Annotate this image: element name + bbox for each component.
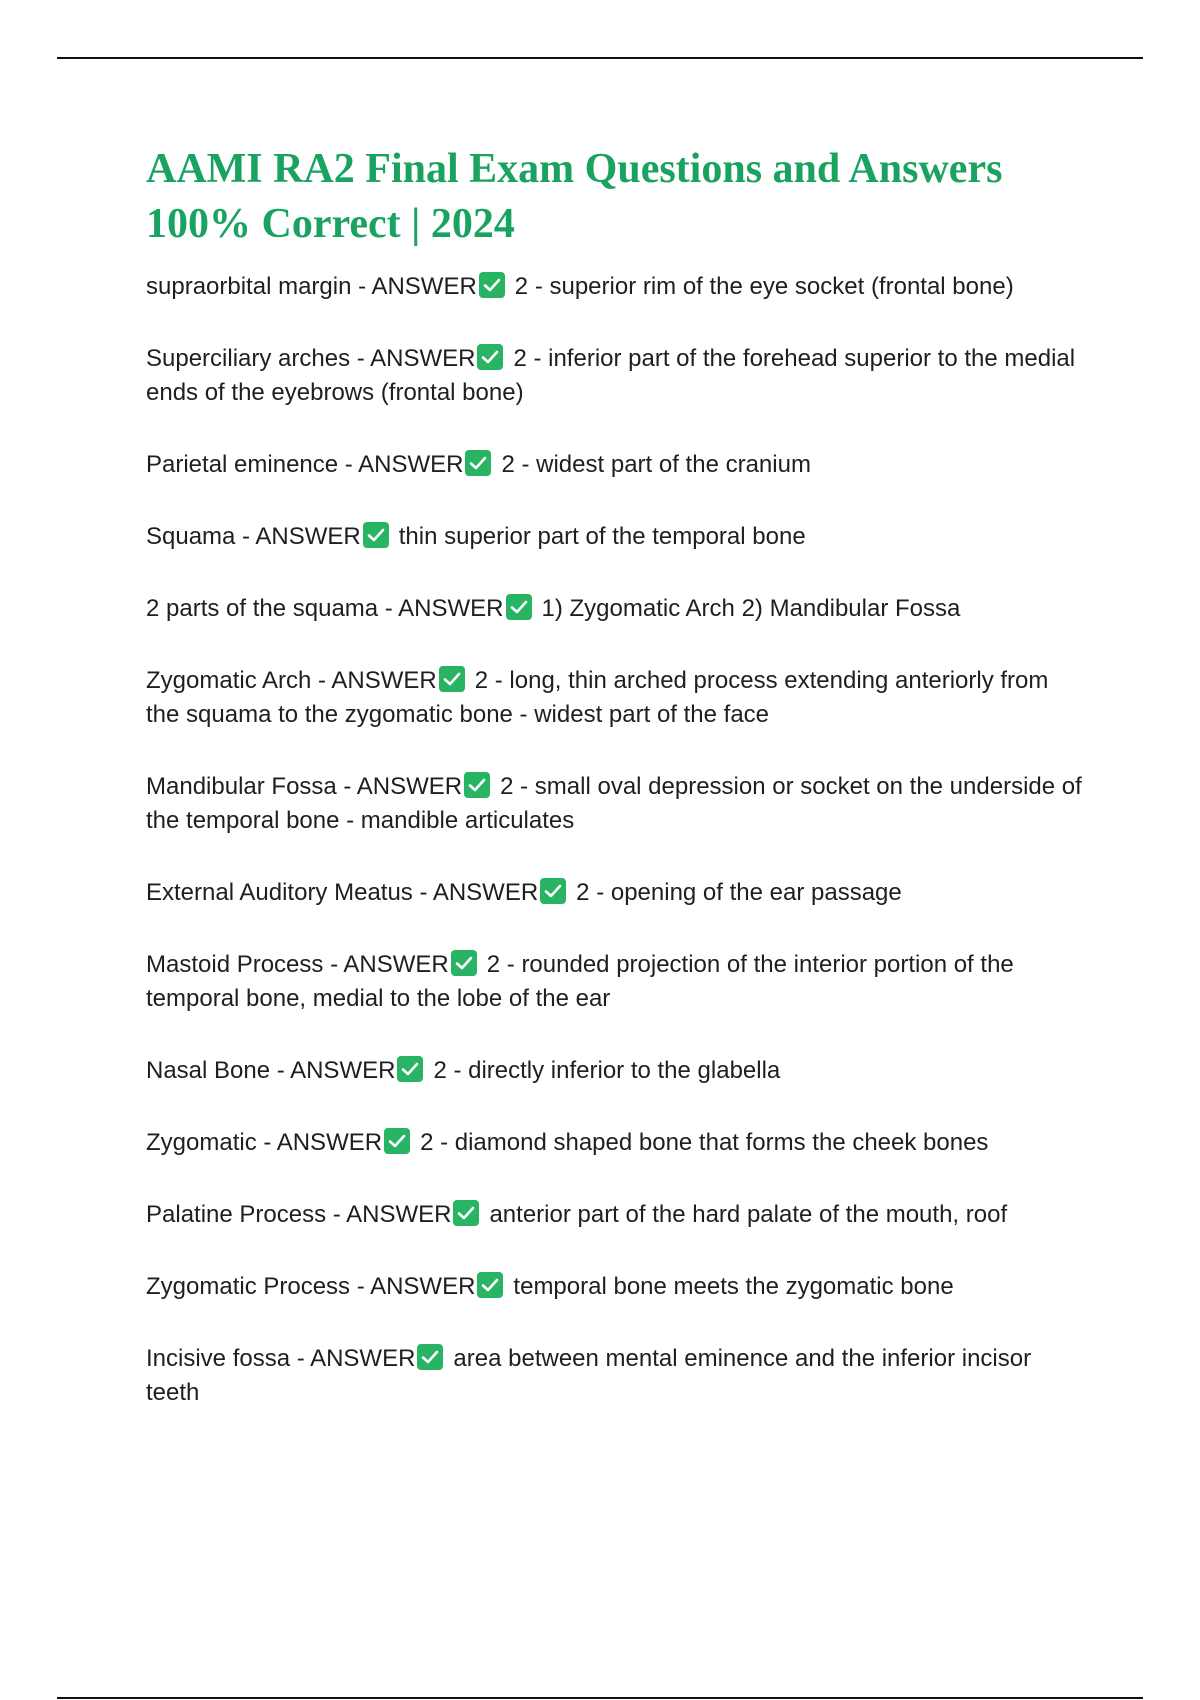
qa-separator: - <box>350 345 371 372</box>
qa-item <box>146 948 1086 1016</box>
qa-term: Palatine Process <box>146 1201 327 1228</box>
top-divider <box>57 57 1143 59</box>
qa-answer: 2 - opening of the ear passage <box>576 879 902 906</box>
qa-answer-marker: ANSWER <box>370 345 476 372</box>
qa-answer: 2 - directly inferior to the glabella <box>433 1057 781 1084</box>
qa-item <box>146 1126 1086 1160</box>
qa-term: 2 parts of the squama <box>146 595 379 622</box>
bottom-divider <box>57 1697 1143 1699</box>
qa-item <box>146 664 1086 732</box>
qa-answer-marker: ANSWER <box>331 667 437 694</box>
qa-answer-marker: ANSWER <box>276 1129 383 1156</box>
qa-term: supraorbital margin <box>146 273 352 300</box>
qa-item <box>146 770 1086 838</box>
qa-list <box>146 270 1086 1410</box>
qa-term: Mastoid Process <box>146 951 324 978</box>
qa-answer-marker: ANSWER <box>370 1273 476 1300</box>
qa-separator: - <box>350 1273 371 1300</box>
qa-answer-marker: ANSWER <box>432 879 539 906</box>
check-mark-icon <box>397 1056 423 1082</box>
qa-term: Zygomatic Arch <box>146 667 312 694</box>
qa-answer: 2 - small oval depression or socket on the underside of the temporal bone - mandible articulates <box>146 773 1082 834</box>
qa-item <box>146 876 1086 910</box>
qa-separator: - <box>338 451 359 478</box>
qa-term: Mandibular Fossa <box>146 773 337 800</box>
qa-answer: 2 - rounded projection of the interior portion of the temporal bone, medial to the lobe of the ear <box>146 951 1014 1012</box>
qa-answer: thin superior part of the temporal bone <box>398 523 806 550</box>
qa-term: Nasal Bone <box>146 1057 271 1084</box>
qa-answer: area between mental eminence and the inferior incisor teeth <box>146 1345 1032 1406</box>
check-mark-icon <box>453 1200 479 1226</box>
qa-term: Zygomatic Process <box>146 1273 351 1300</box>
check-mark-icon <box>384 1128 410 1154</box>
qa-answer: 2 - superior rim of the eye socket (frontal bone) <box>514 273 1014 300</box>
qa-separator: - <box>351 273 372 300</box>
check-mark-icon <box>439 666 465 692</box>
qa-item <box>146 270 1086 304</box>
title-line-1: AAMI RA2 Final Exam Questions and Answers <box>146 146 1003 192</box>
qa-separator: - <box>311 667 332 694</box>
qa-term: Superciliary arches <box>146 345 351 372</box>
qa-item <box>146 1054 1086 1088</box>
check-mark-icon <box>479 272 505 298</box>
qa-term: Squama <box>146 523 236 550</box>
qa-separator: - <box>235 523 256 550</box>
qa-separator: - <box>270 1057 291 1084</box>
qa-answer-marker: ANSWER <box>343 951 449 978</box>
document-title <box>146 142 1086 252</box>
check-mark-icon <box>451 950 477 976</box>
qa-answer-marker: ANSWER <box>310 1345 416 1372</box>
qa-answer: 2 - long, thin arched process extending anteriorly from the squama to the zygomatic bone - widest part of the face <box>146 667 1049 728</box>
qa-answer-marker: ANSWER <box>290 1057 396 1084</box>
qa-item <box>146 592 1086 626</box>
qa-term: Zygomatic <box>146 1129 257 1156</box>
qa-answer-marker: ANSWER <box>356 773 463 800</box>
qa-answer-marker: ANSWER <box>398 595 504 622</box>
check-mark-icon <box>477 344 503 370</box>
qa-answer: 1) Zygomatic Arch 2) Mandibular Fossa <box>541 595 961 622</box>
qa-item <box>146 448 1086 482</box>
check-mark-icon <box>540 878 566 904</box>
check-mark-icon <box>506 594 532 620</box>
qa-term: Incisive fossa <box>146 1345 291 1372</box>
qa-separator: - <box>256 1129 277 1156</box>
qa-item <box>146 1342 1086 1410</box>
check-mark-icon <box>363 522 389 548</box>
document-body <box>146 142 1086 1448</box>
qa-term: Parietal eminence <box>146 451 339 478</box>
qa-separator: - <box>336 773 357 800</box>
qa-answer-marker: ANSWER <box>255 523 361 550</box>
qa-answer: 2 - widest part of the cranium <box>501 451 811 478</box>
qa-separator: - <box>290 1345 311 1372</box>
qa-answer: anterior part of the hard palate of the mouth, roof <box>489 1201 1008 1228</box>
title-line-2: 100% Correct | 2024 <box>146 201 515 247</box>
qa-separator: - <box>412 879 433 906</box>
qa-separator: - <box>323 951 344 978</box>
qa-item <box>146 1270 1086 1304</box>
check-mark-icon <box>464 772 490 798</box>
qa-item <box>146 1198 1086 1232</box>
qa-separator: - <box>326 1201 347 1228</box>
qa-answer: 2 - inferior part of the forehead superior to the medial ends of the eyebrows (frontal bone) <box>146 345 1076 406</box>
qa-term: External Auditory Meatus <box>146 879 413 906</box>
qa-answer: 2 - diamond shaped bone that forms the cheek bones <box>420 1129 989 1156</box>
qa-item <box>146 520 1086 554</box>
check-mark-icon <box>417 1344 443 1370</box>
qa-item <box>146 342 1086 410</box>
qa-answer-marker: ANSWER <box>358 451 464 478</box>
qa-answer-marker: ANSWER <box>371 273 477 300</box>
qa-answer-marker: ANSWER <box>346 1201 452 1228</box>
qa-separator: - <box>378 595 399 622</box>
check-mark-icon <box>477 1272 503 1298</box>
check-mark-icon <box>465 450 491 476</box>
qa-answer: temporal bone meets the zygomatic bone <box>513 1273 954 1300</box>
